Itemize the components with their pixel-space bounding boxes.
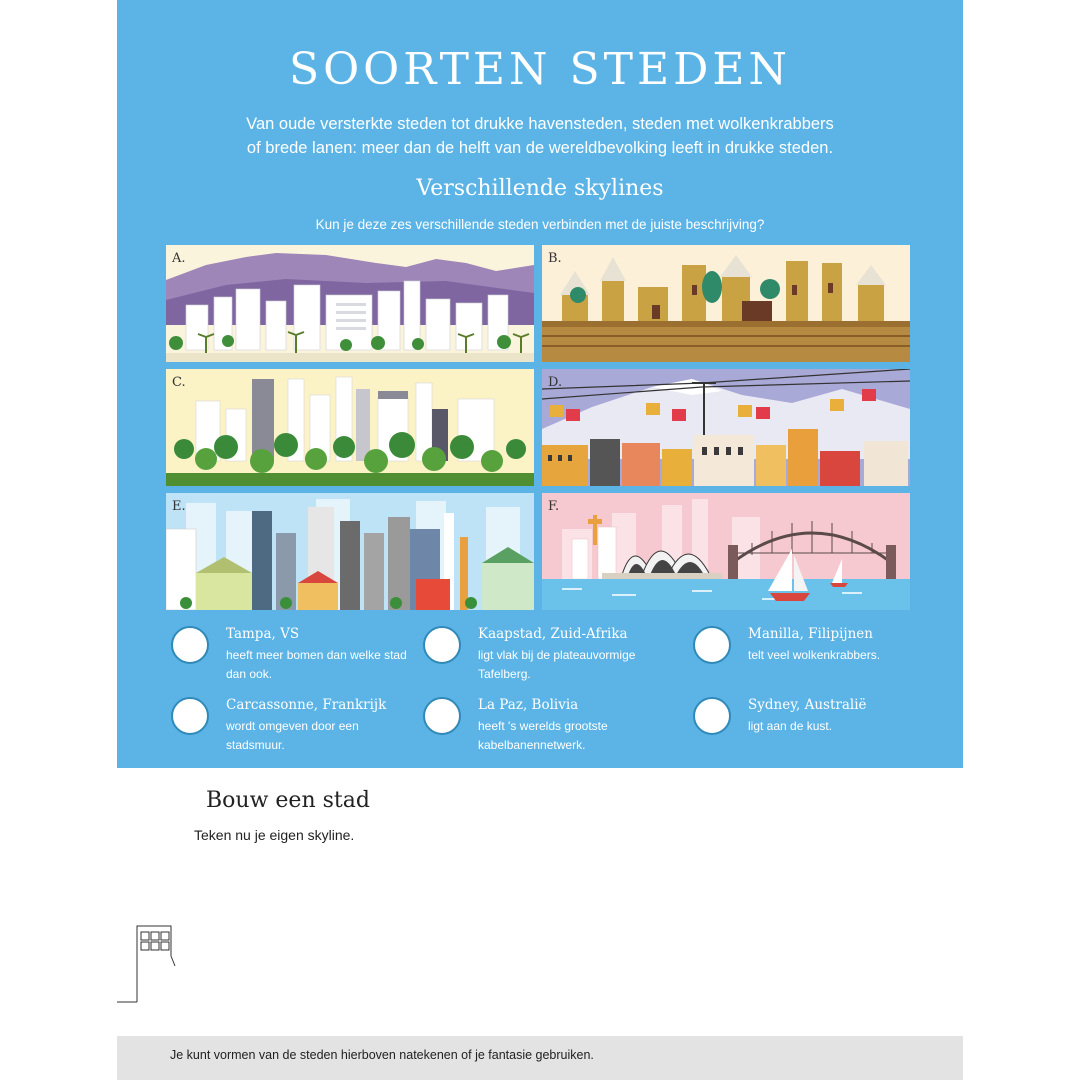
- option-name-la-paz: La Paz, Bolivia: [478, 697, 579, 713]
- option-name-tampa: Tampa, VS: [226, 626, 300, 642]
- build-city-heading: Bouw een stad: [206, 788, 370, 813]
- blue-section: [117, 0, 963, 768]
- intro-line-2: of brede lanen: meer dan de helft van de wereldbevolking leeft in drukke steden.: [246, 139, 834, 157]
- option-carcassonne: [171, 697, 411, 757]
- skylines-heading: Verschillende skylines: [416, 176, 664, 201]
- sydney-skyline-illustration: [542, 493, 910, 610]
- build-city-instruction: Teken nu je eigen skyline.: [194, 827, 355, 843]
- panel-label-a: A.: [172, 251, 186, 266]
- panel-label-f: F.: [548, 499, 560, 514]
- answer-circle-tampa[interactable]: [171, 626, 209, 664]
- page-title: SOORTEN STEDEN: [288, 44, 792, 95]
- panel-label-b: B.: [548, 251, 562, 266]
- option-desc-la-paz: heeft 's werelds grootste kabelbanennetwerk.: [478, 719, 608, 752]
- option-name-carcassonne: Carcassonne, Frankrijk: [226, 697, 387, 713]
- intro-line-1: Van oude versterkte steden tot drukke havensteden, steden met wolkenkrabbers: [246, 115, 834, 133]
- skylines-question: Kun je deze zes verschillende steden verbinden met de juiste beschrijving?: [315, 217, 765, 232]
- option-name-manilla: Manilla, Filipijnen: [748, 626, 873, 642]
- skyline-panel-f: [542, 493, 910, 610]
- option-desc-tampa: heeft meer bomen dan welke stad dan ook.: [226, 648, 407, 681]
- panel-label-c: C.: [172, 375, 186, 390]
- skyline-panel-b: [542, 245, 910, 362]
- skyline-panel-d: [542, 369, 910, 486]
- answer-circle-kaapstad[interactable]: [423, 626, 461, 664]
- option-sydney: [693, 697, 933, 757]
- intro-text: [207, 112, 873, 160]
- panel-label-e: E.: [172, 499, 186, 514]
- option-desc-carcassonne: wordt omgeven door een stadsmuur.: [226, 719, 359, 752]
- footer-text: Je kunt vormen van de steden hierboven natekenen of je fantasie gebruiken.: [170, 1048, 594, 1062]
- manila-skyline-illustration: [166, 493, 534, 610]
- option-kaapstad: [423, 626, 663, 686]
- answer-circle-carcassonne[interactable]: [171, 697, 209, 735]
- footer-bar: [117, 1036, 963, 1080]
- option-manilla: [693, 626, 933, 686]
- option-la-paz: [423, 697, 663, 757]
- answer-circle-sydney[interactable]: [693, 697, 731, 735]
- la-paz-skyline-illustration: [542, 369, 910, 486]
- building-sketch-icon: [117, 920, 187, 1005]
- skyline-panel-a: [166, 245, 534, 362]
- cape-town-skyline-illustration: [166, 245, 534, 362]
- option-desc-manilla: telt veel wolkenkrabbers.: [748, 648, 881, 662]
- answer-circle-manilla[interactable]: [693, 626, 731, 664]
- answer-circle-la-paz[interactable]: [423, 697, 461, 735]
- book-page: [117, 0, 963, 1080]
- option-name-kaapstad: Kaapstad, Zuid-Afrika: [478, 626, 628, 642]
- option-desc-sydney: ligt aan de kust.: [748, 719, 833, 733]
- carcassonne-skyline-illustration: [542, 245, 910, 362]
- option-desc-kaapstad: ligt vlak bij de plateauvormige Tafelberg.: [478, 648, 636, 681]
- panel-label-d: D.: [548, 375, 563, 390]
- option-name-sydney: Sydney, Australië: [748, 697, 867, 713]
- tampa-skyline-illustration: [166, 369, 534, 486]
- option-tampa: [171, 626, 411, 686]
- skyline-panel-e: [166, 493, 534, 610]
- skyline-panel-c: [166, 369, 534, 486]
